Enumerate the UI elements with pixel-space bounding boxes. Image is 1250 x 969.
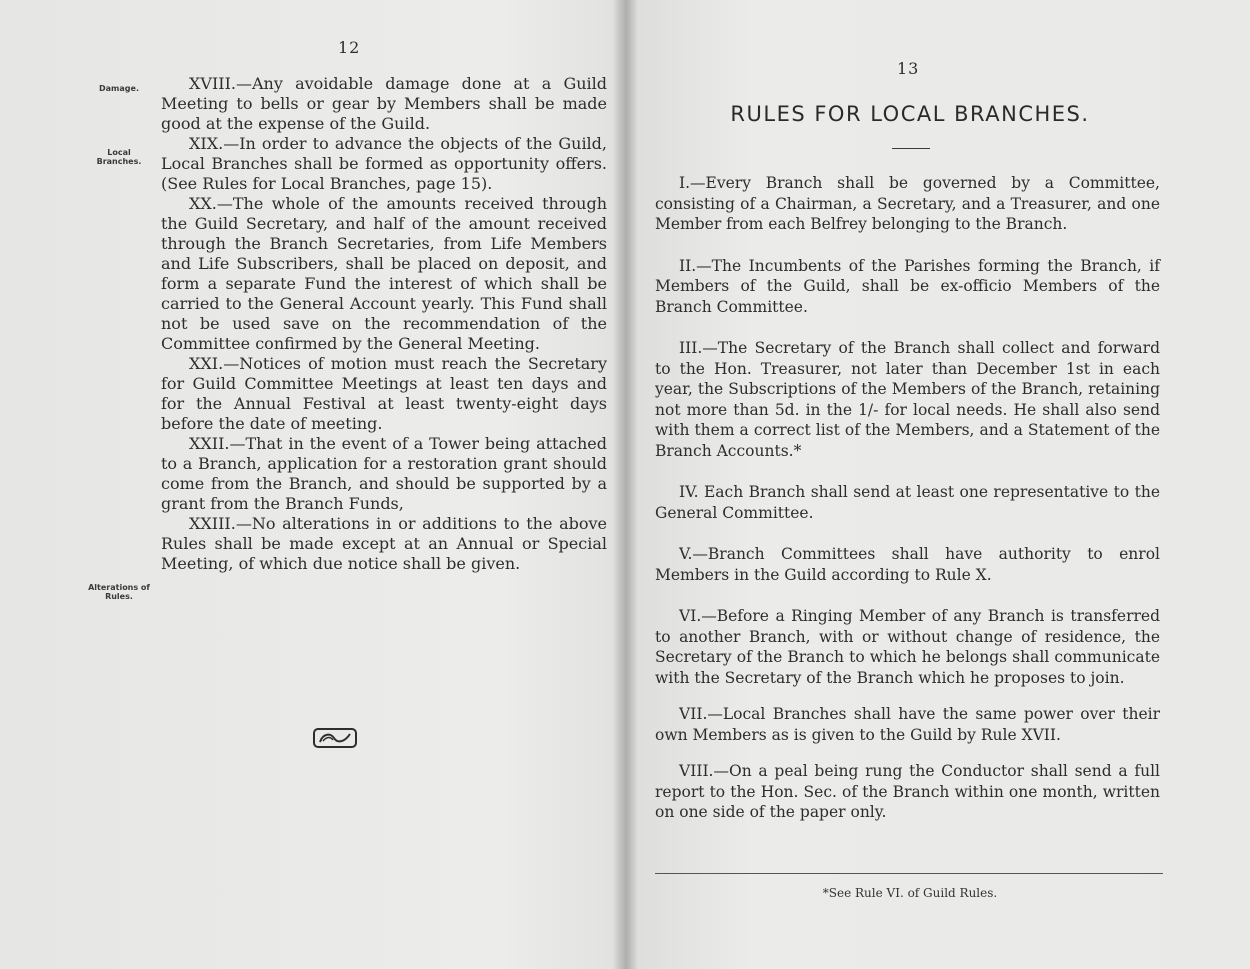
left-page bbox=[0, 0, 620, 969]
branch-rule-i: I.—Every Branch shall be governed by a Committee, consisting of a Chairman, a Secretary, and a Treasurer, and one Member from each Belfrey belonging to the Branch. bbox=[655, 174, 1160, 233]
page-number-left: 12 bbox=[338, 38, 361, 57]
branch-rule-vi: VI.—Before a Ringing Member of any Branch is transferred to another Branch, with or without change of residence, the Secretary of the Branch to which he belongs shall communicate with the Secretary of the Branch which he proposes to join. bbox=[655, 607, 1160, 687]
left-rules-text bbox=[161, 74, 607, 574]
page-number-right: 13 bbox=[897, 59, 920, 78]
rule-xx: XX.—The whole of the amounts received through the Guild Secretary, and half of the amount received through the Branch Secretaries, from Life Members and Life Subscribers, shall be placed on deposit, and form a separate Fund the interest of which shall be carried to the General Account yearly. This Fund shall not be used save on the recommendation of the Committee confirmed by the General Meeting. bbox=[161, 194, 607, 353]
branch-rule-iii: III.—The Secretary of the Branch shall collect and forward to the Hon. Treasurer, not later than December 1st in each year, the Subscriptions of the Members of the Branch, retaining not more than 5d. in the 1/- for local needs. He shall also send with them a correct list of the Members, and a Statement of the Branch Accounts.* bbox=[655, 339, 1160, 460]
right-page bbox=[630, 0, 1250, 969]
rule-xxiii: XXIII.—No alterations in or additions to the above Rules shall be made except at an Annual or Special Meeting, of which due notice shall be given. bbox=[161, 514, 607, 573]
margin-note-damage: Damage. bbox=[99, 84, 139, 93]
rule-xix: XIX.—In order to advance the objects of the Guild, Local Branches shall be formed as opportunity offers. (See Rules for Local Branches, page 15). bbox=[161, 134, 607, 193]
branch-rule-v: V.—Branch Committees shall have authority to enrol Members in the Guild according to Rule X. bbox=[655, 545, 1160, 584]
margin-note-alterations: Alterations of Rules. bbox=[88, 583, 150, 601]
rule-xxii: XXII.—That in the event of a Tower being attached to a Branch, application for a restoration grant should come from the Branch, and should be supported by a grant from the Branch Funds, bbox=[161, 434, 607, 513]
branch-rule-vii: VII.—Local Branches shall have the same power over their own Members as is given to the Guild by Rule XVII. bbox=[655, 705, 1160, 744]
branch-rule-viii: VIII.—On a peal being rung the Conductor shall send a full report to the Hon. Sec. of the Branch within one month, written on one side of the paper only. bbox=[655, 762, 1160, 821]
tailpiece-ornament-icon bbox=[313, 727, 357, 749]
footnote: *See Rule VI. of Guild Rules. bbox=[822, 886, 998, 900]
title-divider bbox=[892, 148, 930, 149]
right-rules-text bbox=[655, 173, 1160, 823]
footnote-divider bbox=[655, 873, 1163, 874]
page-title: RULES FOR LOCAL BRANCHES. bbox=[730, 102, 1090, 126]
rule-xxi: XXI.—Notices of motion must reach the Secretary for Guild Committee Meetings at least ten days and for the Annual Festival at least twenty-eight days before the date of meeting. bbox=[161, 354, 607, 433]
branch-rule-iv: IV. Each Branch shall send at least one representative to the General Committee. bbox=[655, 483, 1160, 522]
margin-note-local-branches: Local Branches. bbox=[96, 148, 142, 166]
branch-rule-ii: II.—The Incumbents of the Parishes forming the Branch, if Members of the Guild, shall be ex-officio Members of the Branch Committee. bbox=[655, 256, 1160, 316]
rule-xviii: XVIII.—Any avoidable damage done at a Guild Meeting to bells or gear by Members shall be made good at the expense of the Guild. bbox=[161, 74, 607, 133]
